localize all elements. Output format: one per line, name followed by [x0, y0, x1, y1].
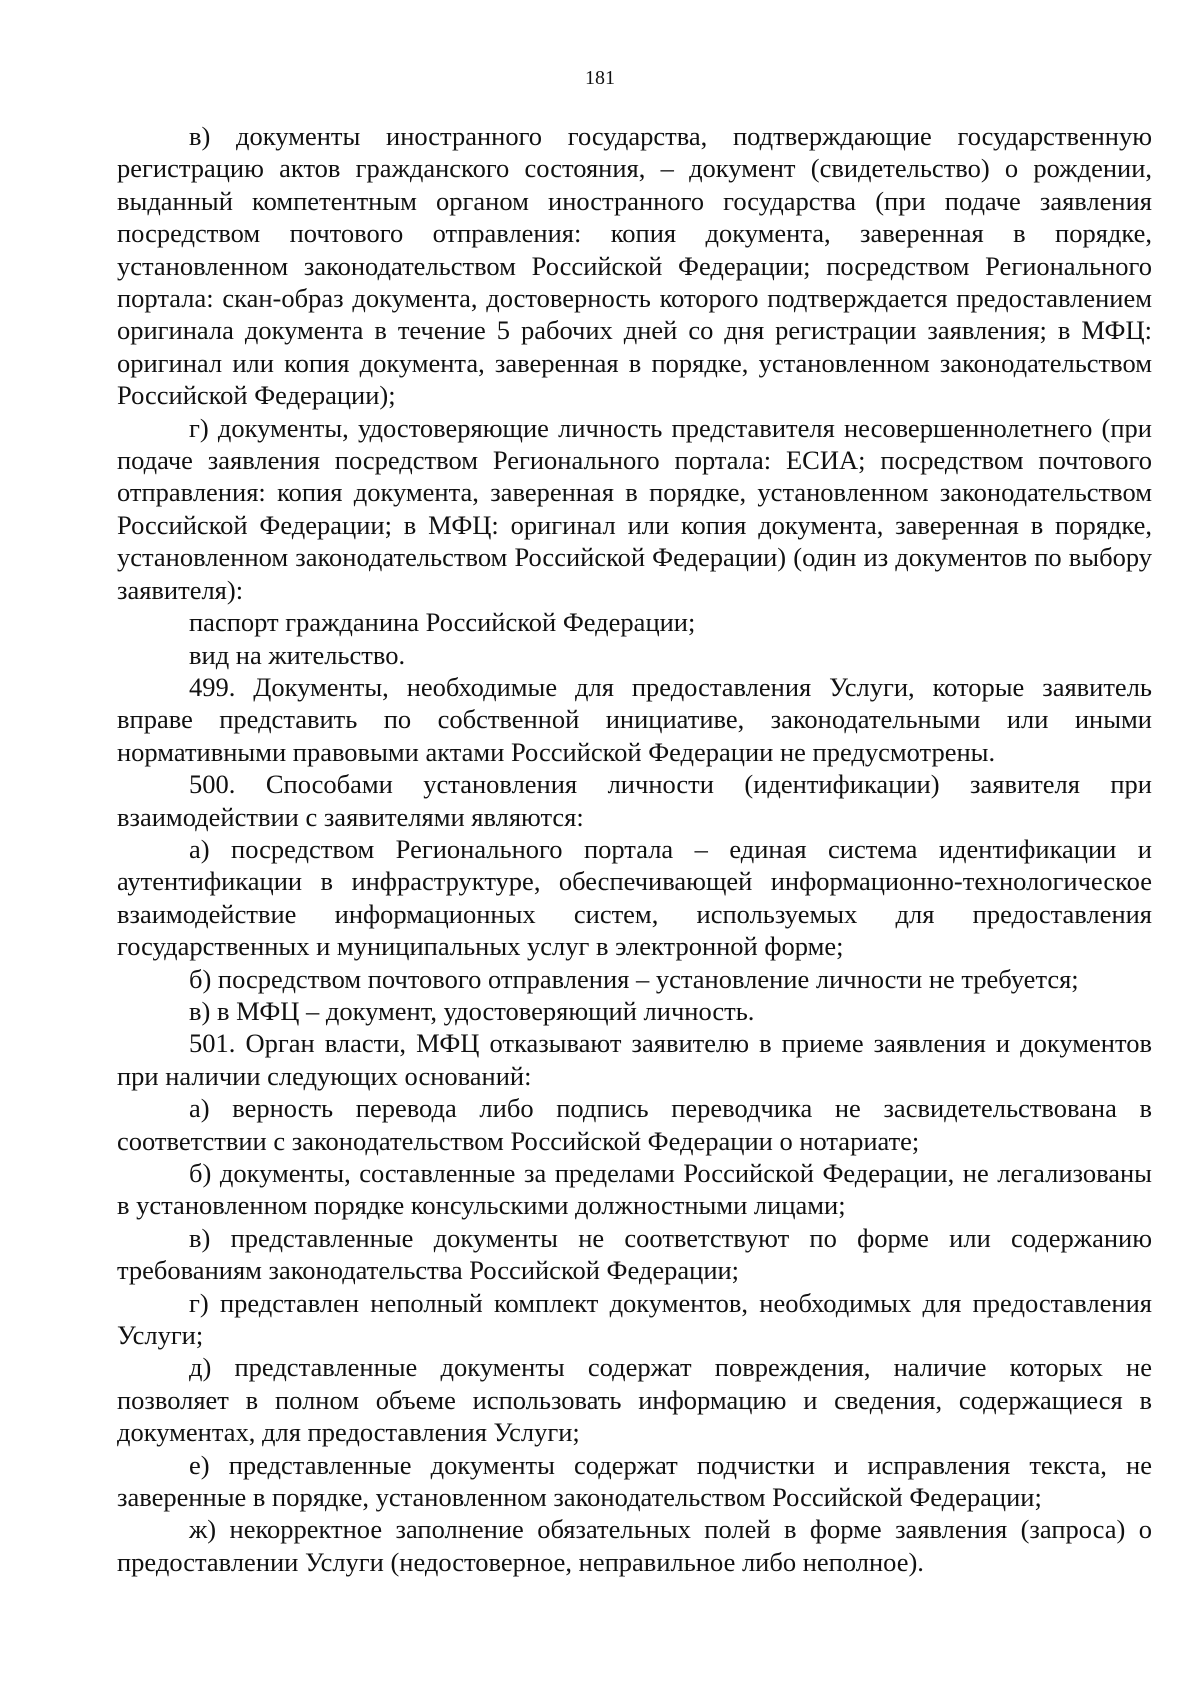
paragraph-500-b: б) посредством почтового отправления – установление личности не требуется;: [189, 963, 1079, 994]
paragraph-501-e: е) представленные документы содержат подчистки и исправления текста, не заверенные в порядке, установленном законодательством Российской Федерации;: [117, 1449, 1152, 1513]
document-body: [117, 120, 1152, 1578]
paragraph-501-zh: ж) некорректное заполнение обязательных полей в форме заявления (запроса) о предоставлении Услуги (недостоверное, неправильное либо неполное).: [117, 1514, 1152, 1577]
paragraph-500: 500. Способами установления личности (идентификации) заявителя при взаимодействии с заявителями являются:: [117, 769, 1152, 832]
paragraph-passport: паспорт гражданина Российской Федерации;: [189, 607, 696, 638]
paragraph-501-b: б) документы, составленные за пределами Российской Федерации, не легализованы в установленном порядке консульскими должностными лицами;: [117, 1158, 1152, 1221]
page-number: 181: [585, 67, 615, 89]
paragraph-501: 501. Орган власти, МФЦ отказывают заявителю в приеме заявления и документов при наличии следующих оснований:: [117, 1028, 1152, 1091]
paragraph-v-foreign-documents: в) документы иностранного государства, подтверждающие государственную регистрацию актов гражданского состояния, – документ (свидетельство) о рождении, выданный компетентным органом иностранного государства (при подаче заявления посредством почтового отправления: копия документа, заверенная в порядке, установленном законодательством Российской Федерации; посредством Регионального портала: скан-образ документа, достоверность которого подтверждается предоставлением оригинала документа в течение 5 рабочих дней со дня регистрации заявления; в МФЦ: оригинал или копия документа, заверенная в порядке, установленном законодательством Российской Федерации);: [117, 121, 1152, 411]
paragraph-500-v: в) в МФЦ – документ, удостоверяющий личность.: [189, 995, 755, 1026]
paragraph-residence-permit: вид на жительство.: [189, 639, 406, 670]
paragraph-g-representative-documents: г) документы, удостоверяющие личность представителя несовершеннолетнего (при подаче заявления посредством Регионального портала: ЕСИА; посредством почтового отправления: копия документа, заверенная в порядке, установленном законодательством Российской Федерации; в МФЦ: оригинал или копия документа, заверенная в порядке, установленном законодательством Российской Федерации) (один из документов по выбору заявителя):: [117, 412, 1152, 605]
paragraph-499: 499. Документы, необходимые для предоставления Услуги, которые заявитель вправе представить по собственной инициативе, законодательными или иными нормативными правовыми актами Российской Федерации не предусмотрены.: [117, 671, 1152, 767]
paragraph-501-v: в) представленные документы не соответствуют по форме или содержанию требованиям законодательства Российской Федерации;: [117, 1222, 1152, 1286]
paragraph-501-d: д) представленные документы содержат повреждения, наличие которых не позволяет в полном объеме использовать информацию и сведения, содержащиеся в документах, для предоставления Услуги;: [117, 1352, 1152, 1448]
paragraph-500-a: а) посредством Регионального портала – единая система идентификации и аутентификации в инфраструктуре, обеспечивающей информационно-технологическое взаимодействие информационных систем, используемых для предоставления государственных и муниципальных услуг в электронной форме;: [117, 833, 1152, 962]
paragraph-501-a: а) верность перевода либо подпись переводчика не засвидетельствована в соответствии с законодательством Российской Федерации о нотариате;: [117, 1093, 1152, 1156]
paragraph-501-g: г) представлен неполный комплект документов, необходимых для предоставления Услуги;: [117, 1287, 1152, 1351]
